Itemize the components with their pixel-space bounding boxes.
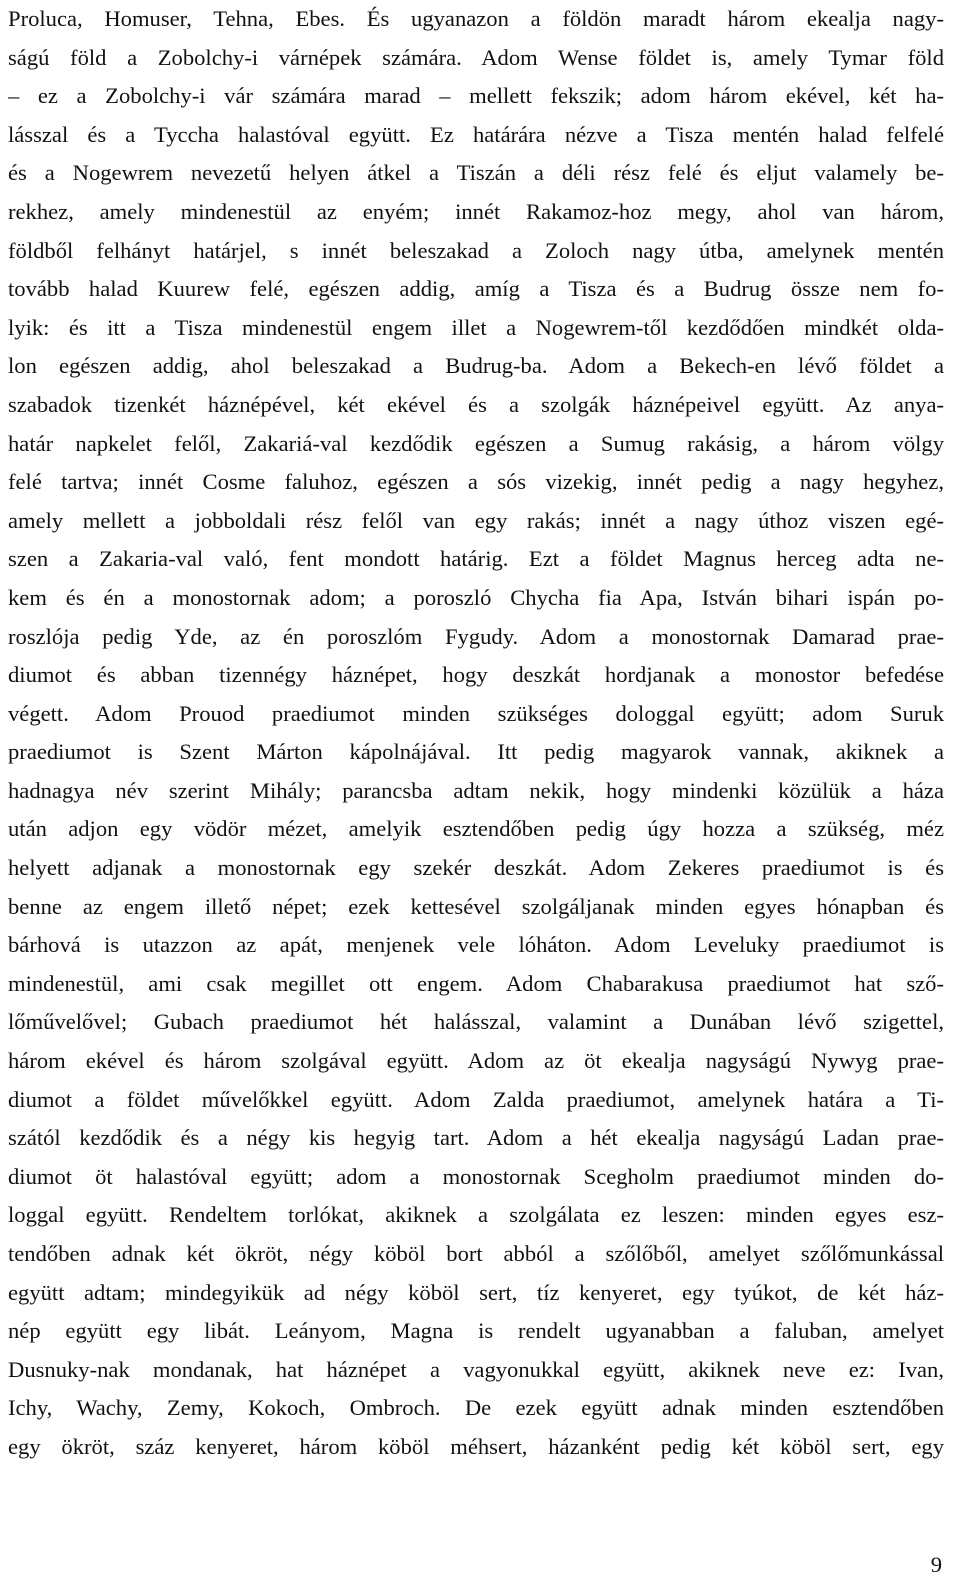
text-line: diumot és abban tizennégy háznépet, hogy deszkát hordjanak a monostor befedése: [8, 662, 944, 688]
text-line: loggal együtt. Rendeltem torlókat, akiknek a szolgálata ez leszen: minden egyes esz-: [8, 1202, 944, 1228]
text-line: lőművelővel; Gubach praediumot hét halásszal, valamint a Dunában lévő szigettel,: [8, 1009, 944, 1035]
text-line: egy ökröt, száz kenyeret, három köböl méhsert, házanként pedig két köböl sert, egy: [8, 1433, 944, 1459]
text-line: Proluca, Homuser, Tehna, Ebes. És ugyanazon a földön maradt három ekealja nagy-: [8, 6, 944, 31]
text-line: végett. Adom Prouod praediumot minden szükséges dologgal együtt; adom Suruk: [8, 700, 944, 726]
text-line: szen a Zakaria-val való, fent mondott határig. Ezt a földet Magnus herceg adta ne-: [8, 546, 944, 572]
text-line: – ez a Zobolchy-i vár számára marad – mellett fekszik; adom három ekével, két ha-: [8, 83, 944, 109]
text-line: három ekével és három szolgával együtt. Adom az öt ekealja nagyságú Nywyg prae-: [8, 1048, 944, 1074]
text-line: helyett adjanak a monostornak egy szekér deszkát. Adom Zekeres praediumot is és: [8, 855, 944, 881]
text-line: tendőben adnak két ökröt, négy köböl bort abból a szőlőből, amelyet szőlőmunkással: [8, 1241, 944, 1266]
text-line: praediumot is Szent Márton kápolnájával. Itt pedig magyarok vannak, akiknek a: [8, 739, 944, 765]
text-line: és a Nogewrem nevezetű helyen átkel a Tiszán a déli rész felé és eljut valamely be-: [8, 160, 944, 186]
text-line: mindenestül, ami csak megillet ott engem. Adom Chabarakusa praediumot hat sző-: [8, 970, 944, 996]
text-line: diumot öt halastóval együtt; adom a monostornak Scegholm praediumot minden do-: [8, 1163, 944, 1189]
text-line: amely mellett a jobboldali rész felől van egy rakás; innét a nagy úthoz viszen egé-: [8, 507, 944, 533]
text-line: lyik: és itt a Tisza mindenestül engem illet a Nogewrem-től kezdődően mindkét olda-: [8, 314, 944, 340]
body-text: [8, 0, 944, 1467]
text-line: után adjon egy vödör mézet, amelyik esztendőben pedig úgy hozza a szükség, méz: [8, 816, 944, 842]
text-line: rekhez, amely mindenestül az enyém; innét Rakamoz-hoz megy, ahol van három,: [8, 198, 944, 224]
text-line: diumot a földet művelőkkel együtt. Adom Zalda praediumot, amelynek határa a Ti-: [8, 1086, 944, 1112]
text-line: határ napkelet felől, Zakariá-val kezdődik egészen a Sumug rakásig, a három völgy: [8, 430, 944, 456]
text-line: együtt adtam; mindegyikük ad négy köböl sert, tíz kenyeret, egy tyúkot, de két ház-: [8, 1279, 944, 1305]
text-line: földből felhányt határjel, s innét beleszakad a Zoloch nagy útba, amelynek mentén: [8, 237, 944, 263]
text-line: bárhová is utazzon az apát, menjenek vele lóháton. Adom Leveluky praediumot is: [8, 932, 944, 958]
text-line: szától kezdődik és a négy kis hegyig tart. Adom a hét ekealja nagyságú Ladan prae-: [8, 1125, 944, 1151]
text-line: tovább halad Kuurew felé, egészen addig, amíg a Tisza és a Budrug össze nem fo-: [8, 276, 944, 302]
text-line: Ichy, Wachy, Zemy, Kokoch, Ombroch. De ezek együtt adnak minden esztendőben: [8, 1395, 944, 1421]
text-line: nép együtt egy libát. Leányom, Magna is rendelt ugyanabban a faluban, amelyet: [8, 1318, 944, 1344]
text-line: roszlója pedig Yde, az én poroszlóm Fygudy. Adom a monostornak Damarad prae-: [8, 623, 944, 649]
text-line: benne az engem illető népet; ezek kettesével szolgáljanak minden egyes hónapban és: [8, 893, 944, 919]
text-line: lásszal és a Tyccha halastóval együtt. Ez határára nézve a Tisza mentén halad felfelé: [8, 121, 944, 147]
text-line: szabadok tizenkét háznépével, két ekével és a szolgák háznépeivel együtt. Az anya-: [8, 391, 944, 417]
text-line: Dusnuky-nak mondanak, hat háznépet a vagyonukkal együtt, akiknek neve ez: Ivan,: [8, 1356, 944, 1382]
text-line: hadnagya név szerint Mihály; parancsba adtam nekik, hogy mindenki közülük a háza: [8, 777, 944, 803]
text-line: ságú föld a Zobolchy-i várnépek számára. Adom Wense földet is, amely Tymar föld: [8, 44, 944, 70]
text-line: kem és én a monostornak adom; a poroszló Chycha fia Apa, István bihari ispán po-: [8, 584, 944, 610]
text-line: felé tartva; innét Cosme faluhoz, egészen a sós vizekig, innét pedig a nagy hegyhez,: [8, 469, 944, 495]
page-number: 9: [930, 1552, 942, 1577]
text-line: lon egészen addig, ahol beleszakad a Budrug-ba. Adom a Bekech-en lévő földet a: [8, 353, 944, 379]
